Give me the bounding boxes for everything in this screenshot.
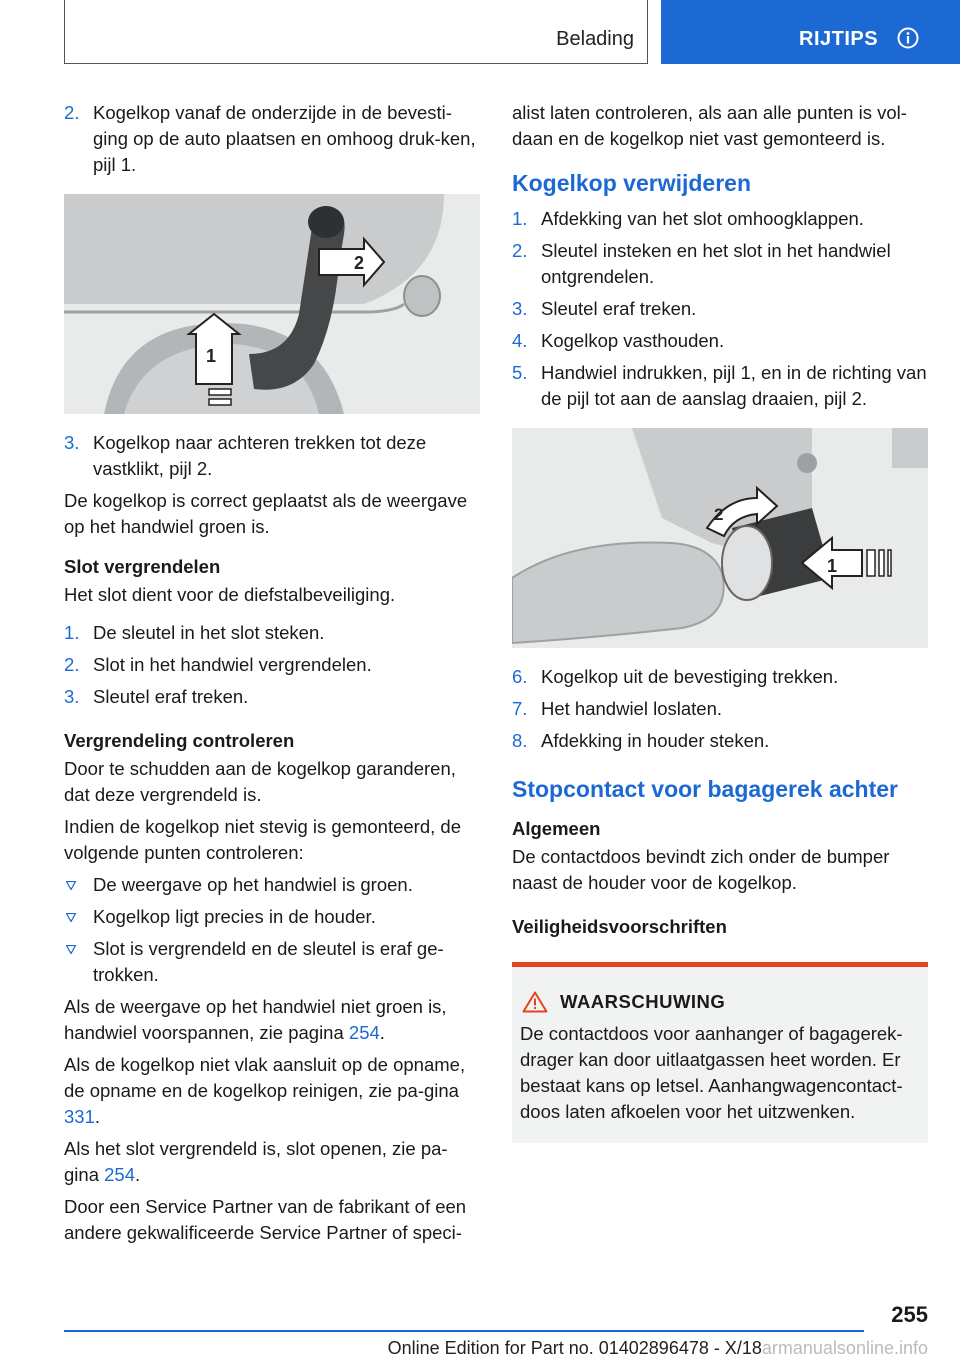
figure-tow-ball-remove <box>512 428 928 648</box>
triangle-bullet-icon <box>66 945 76 954</box>
right-column <box>512 100 928 1143</box>
section-title: Belading <box>556 28 634 50</box>
step-text: Handwiel indrukken, pijl 1, en in de richting van de pijl tot aan de aanslag draaien, pijl 2. <box>541 362 927 409</box>
step-text: Kogelkop vasthouden. <box>541 330 725 351</box>
watermark: armanualsonline.info <box>761 1338 928 1358</box>
paragraph: Als de kogelkop niet vlak aansluit op de opname, de opname en de kogelkop reinigen, zie pa‐gina 331. <box>64 1054 466 1127</box>
step-text: Kogelkop uit de bevestiging trekken. <box>541 666 839 687</box>
tab-rijtips[interactable] <box>661 0 960 64</box>
step-item <box>512 664 928 690</box>
step-number: 6. <box>512 666 528 687</box>
step-item <box>64 652 480 678</box>
heading-socket: Stopcontact voor bagagerek achter <box>512 776 898 802</box>
footer-text: Online Edition for Part no. 01402896478 - X/18armanualsonline.info <box>387 1338 928 1358</box>
step-text: Het handwiel loslaten. <box>541 698 722 719</box>
figure-label: 2 <box>714 505 724 524</box>
step-number: 2. <box>64 654 80 675</box>
page-link-331[interactable]: 331 <box>64 1106 95 1127</box>
paragraph: Als het slot vergrendeld is, slot openen, zie pa‐gina 254. <box>64 1138 448 1185</box>
list-item-text: De weergave op het handwiel is groen. <box>93 874 413 895</box>
warning-text: De contactdoos voor aanhanger of bagagerek‐drager kan door uitlaatgassen heet worden. Er bestaat kans op letsel. Aanhangwagencontact‐doos laten afkoelen voor het uitzwenken. <box>520 1023 903 1122</box>
subheading-lock: Slot vergrendelen <box>64 556 221 577</box>
paragraph: De kogelkop is correct geplaatst als de weergave op het handwiel groen is. <box>64 490 468 537</box>
step-text: Afdekking in houder steken. <box>541 730 770 751</box>
step-item <box>512 696 928 722</box>
page-link-254[interactable]: 254 <box>348 1022 380 1043</box>
triangle-bullet-icon <box>66 913 76 922</box>
tab-label: RIJTIPS <box>799 28 879 50</box>
step-number: 7. <box>512 698 528 719</box>
subheading-general: Algemeen <box>512 818 601 839</box>
left-column <box>64 100 480 1252</box>
list-item-text: Slot is vergrendeld en de sleutel is eraf ge‐trokken. <box>93 938 444 985</box>
paragraph: Door een Service Partner van de fabrikant of een andere gekwalificeerde Service Partner of speci‐ <box>64 1196 467 1243</box>
warning-box <box>512 962 928 1143</box>
step-item <box>512 206 928 232</box>
step-number: 3. <box>64 432 80 453</box>
step-number: 1. <box>512 208 528 229</box>
step-number: 8. <box>512 730 528 751</box>
step-number: 3. <box>512 298 528 319</box>
paragraph: Indien de kogelkop niet stevig is gemonteerd, de volgende punten controleren: <box>64 816 461 863</box>
heading-remove: Kogelkop verwijderen <box>512 170 752 196</box>
list-item-text: Kogelkop ligt precies in de houder. <box>93 906 376 927</box>
figure-label: 2 <box>354 253 365 273</box>
step-text: Afdekking van het slot omhoogklappen. <box>541 208 864 229</box>
warning-title: WAARSCHUWING <box>560 991 726 1012</box>
step-item <box>512 360 928 412</box>
subheading-check: Vergrendeling controleren <box>64 730 295 751</box>
page-link-254[interactable]: 254 <box>104 1164 135 1185</box>
step-number: 5. <box>512 362 528 383</box>
step-text: Slot in het handwiel vergrendelen. <box>93 654 372 675</box>
step-number: 4. <box>512 330 528 351</box>
paragraph: Als de weergave op het handwiel niet groen is, handwiel voorspannen, zie pagina 254. <box>64 996 447 1043</box>
paragraph: alist laten controleren, als aan alle punten is vol‐daan en de kogelkop niet vast gemonteerd is. <box>512 102 907 149</box>
step-item <box>64 100 480 178</box>
subheading-safety: Veiligheidsvoorschriften <box>512 916 727 937</box>
list-item <box>64 904 480 930</box>
warning-triangle-icon <box>522 991 548 1013</box>
figure-label: 1 <box>827 556 838 576</box>
step-item <box>512 328 928 354</box>
step-item <box>512 728 928 754</box>
paragraph: Het slot dient voor de diefstalbeveiliging. <box>64 584 396 605</box>
step-text: De sleutel in het slot steken. <box>93 622 325 643</box>
step-text: Sleutel eraf treken. <box>93 686 249 707</box>
list-item <box>64 936 480 988</box>
step-number: 2. <box>64 102 80 123</box>
list-item <box>64 872 480 898</box>
info-icon <box>897 27 919 49</box>
step-number: 3. <box>64 686 80 707</box>
paragraph: Door te schudden aan de kogelkop garanderen, dat deze vergrendeld is. <box>64 758 456 805</box>
triangle-bullet-icon <box>66 881 76 890</box>
step-text: Sleutel eraf treken. <box>541 298 697 319</box>
step-item <box>512 296 928 322</box>
step-item <box>512 238 928 290</box>
step-item <box>64 620 480 646</box>
step-text: Sleutel insteken en het slot in het handwiel ontgrendelen. <box>541 240 891 287</box>
step-item <box>64 430 480 482</box>
figure-label: 1 <box>206 346 217 366</box>
step-text: Kogelkop vanaf de onderzijde in de bevesti‐ging op de auto plaatsen en omhoog druk‐ken, pijl 1. <box>93 102 476 175</box>
step-item <box>64 684 480 710</box>
footer-divider <box>64 1330 864 1332</box>
page-number: 255 <box>891 1302 928 1327</box>
paragraph: De contactdoos bevindt zich onder de bumper naast de houder voor de kogelkop. <box>512 846 890 893</box>
step-number: 1. <box>64 622 80 643</box>
step-number: 2. <box>512 240 528 261</box>
figure-tow-ball-insert <box>64 194 480 414</box>
step-text: Kogelkop naar achteren trekken tot deze vastklikt, pijl 2. <box>93 432 427 479</box>
